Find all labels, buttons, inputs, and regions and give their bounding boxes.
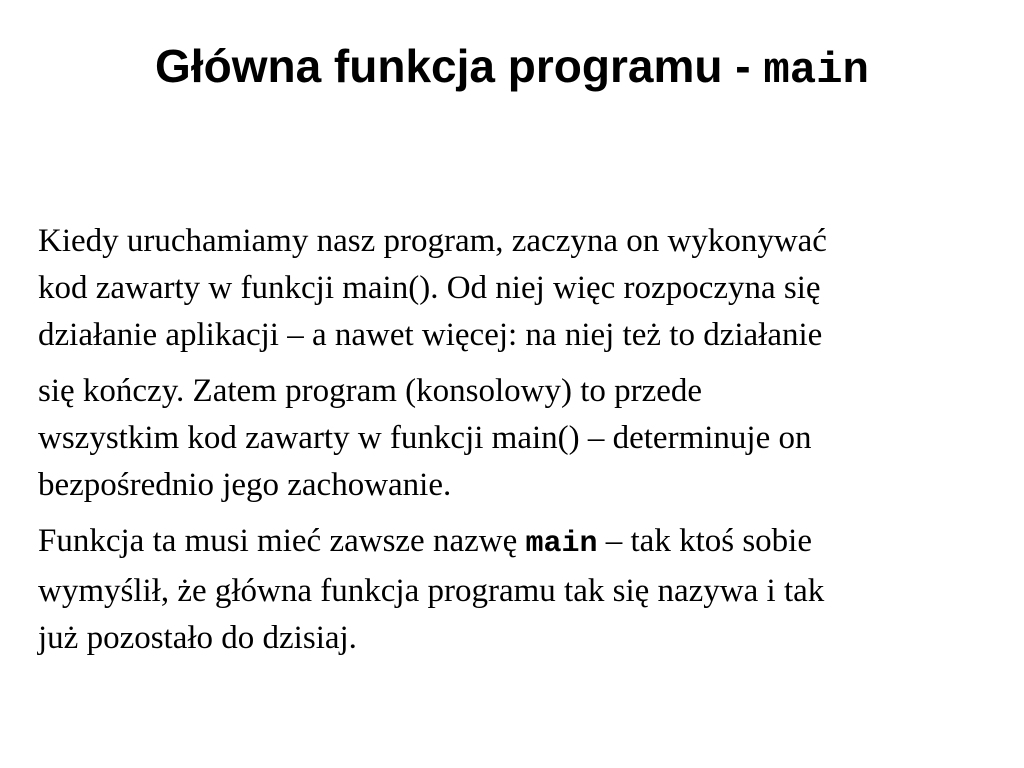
paragraph-line-with-code [38, 518, 998, 568]
paragraph-text: – tak ktoś sobie [597, 523, 812, 559]
paragraph-line: kod zawarty w funkcji main(). Od niej więc rozpoczyna się [38, 270, 821, 306]
paragraph-3 [38, 518, 998, 662]
paragraph-text: Funkcja ta musi mieć zawsze nazwę [38, 523, 526, 559]
paragraph-line: wymyślił, że główna funkcja programu tak się nazywa i tak [38, 573, 825, 609]
paragraph-line: wszystkim kod zawarty w funkcji main() – determinuje on [38, 420, 812, 456]
slide-title-code: main [763, 46, 869, 96]
slide-title [0, 36, 1024, 101]
slide-body [38, 218, 998, 662]
paragraph-line: działanie aplikacji – a nawet więcej: na niej też to działanie [38, 317, 823, 353]
paragraph-2 [38, 368, 998, 509]
paragraph-line: Kiedy uruchamiamy nasz program, zaczyna on wykonywać [38, 223, 827, 259]
paragraph-line: się kończy. Zatem program (konsolowy) to przede [38, 373, 703, 409]
inline-code-main: main [525, 527, 598, 561]
paragraph-1 [38, 218, 998, 359]
paragraph-line: już pozostało do dzisiaj. [38, 620, 357, 656]
paragraph-line: bezpośrednio jego zachowanie. [38, 467, 452, 503]
slide-title-text: Główna funkcja programu - [155, 40, 764, 92]
